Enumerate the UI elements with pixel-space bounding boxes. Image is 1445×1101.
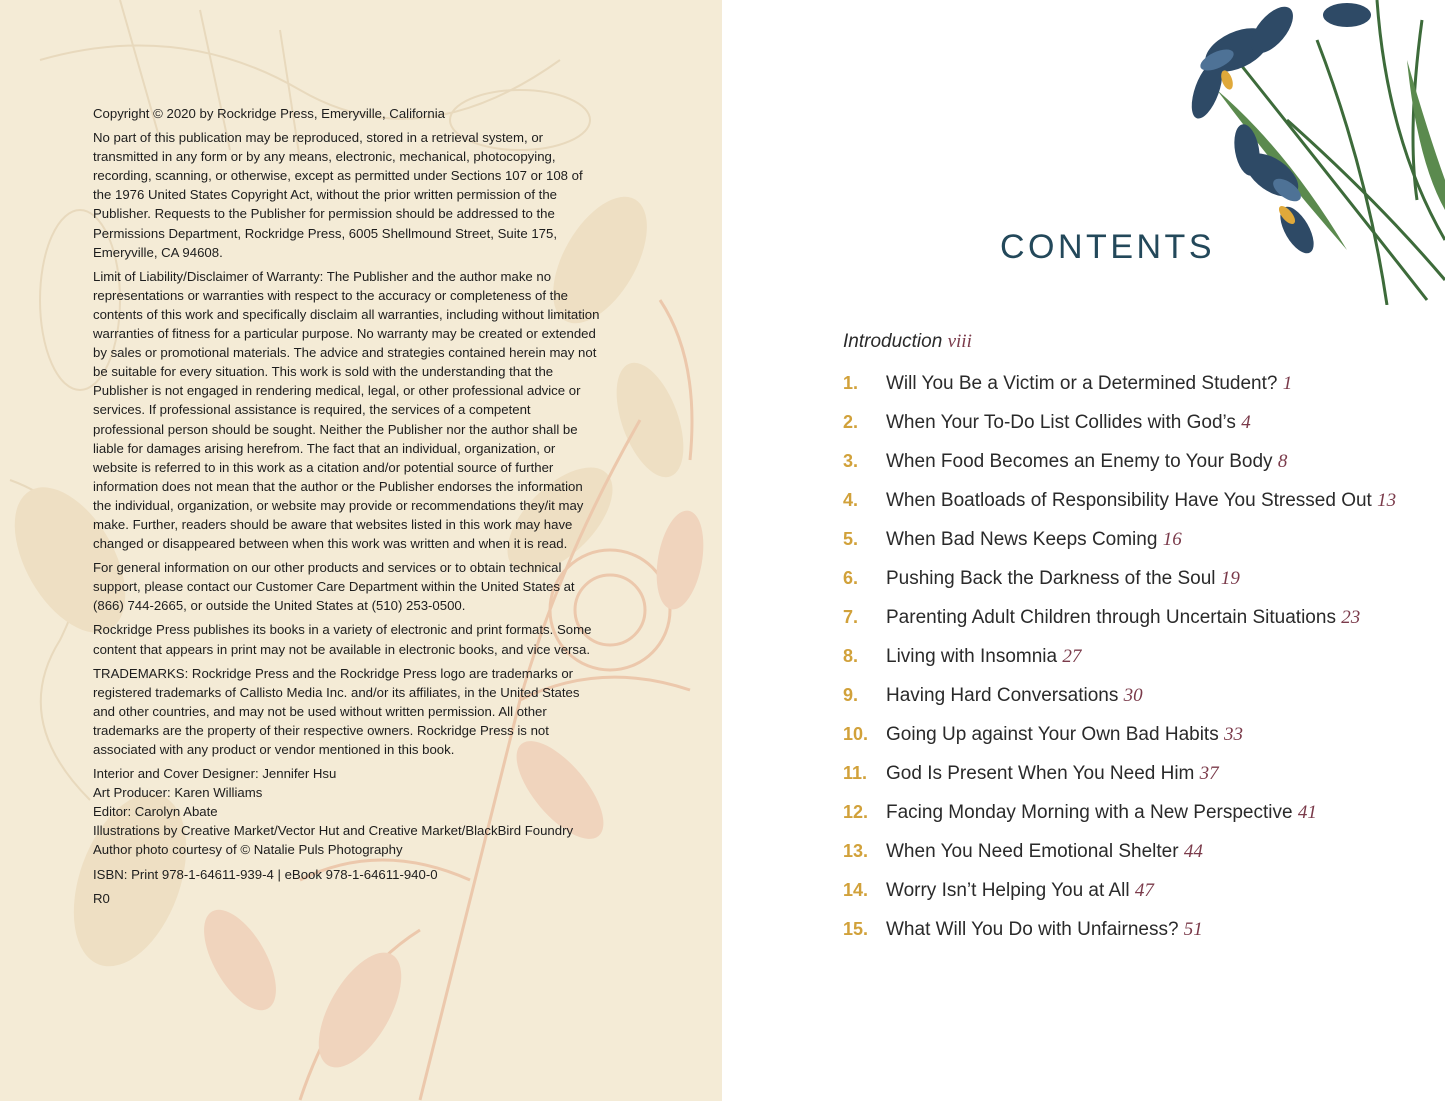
introduction-page-number: viii	[947, 331, 972, 352]
chapter-title: God Is Present When You Need Him	[886, 763, 1195, 784]
trademarks-notice: TRADEMARKS: Rockridge Press and the Rockridge Press logo are trademarks or registered trademarks of Callisto Media Inc. and/or its affiliates, in the United States and other countries, and may not be used without written permission. All other trademarks are the property of their respective owners. Rockridge Press is not associated with any product or vendor mentioned in this book.	[93, 665, 580, 757]
contents-heading: CONTENTS	[1000, 228, 1215, 266]
chapter-page-number: 44	[1183, 841, 1203, 862]
chapter-title: When Boatloads of Responsibility Have You Stressed Out	[886, 490, 1372, 511]
liability-disclaimer: Limit of Liability/Disclaimer of Warranty: The Publisher and the author make no representations or warranties with respect to the accuracy or completeness of the contents of this work and specifically disclaim all warranties, including without limitation warranties of fitness for a particular purpose. No warranty may be created or extended by sales or promotional materials. The advice and strategies contained herein may not be suitable for every situation. This work is sold with the understanding that the Publisher is not engaged in rendering medical, legal, or other professional advice or services. If professional assistance is required, the services of a competent professional person should be sought. Neither the Publisher nor the author shall be liable for damages arising herefrom. The fact that an individual, organization, or website is referred to in this work as a citation and/or potential source of further information does not mean that the author or the Publisher endorses the information the individual, organization, or website may provide or recommendations they/it may make. Further, readers should be aware that websites listed in this work may have changed or disappeared between when this work was written and when it is read.	[93, 268, 600, 552]
chapter-page-number: 13	[1377, 490, 1397, 511]
chapter-number: 9.	[843, 685, 859, 705]
chapter-title: What Will You Do with Unfairness?	[886, 919, 1179, 940]
chapter-number: 3.	[843, 451, 859, 471]
chapter-line	[886, 451, 1287, 472]
copyright-text-block	[93, 104, 603, 913]
toc-entry	[843, 760, 1423, 787]
toc-entry	[843, 565, 1423, 592]
chapter-page-number: 16	[1162, 529, 1182, 550]
toc-entry	[843, 838, 1423, 865]
chapter-title: When Food Becomes an Enemy to Your Body	[886, 451, 1273, 472]
chapter-line	[886, 685, 1143, 706]
chapter-line	[886, 529, 1182, 550]
credit-designer: Interior and Cover Designer: Jennifer Hsu	[93, 766, 337, 782]
chapter-number: 5.	[843, 529, 859, 549]
reproduction-notice: No part of this publication may be reproduced, stored in a retrieval system, or transmitted in any form or by any means, electronic, mechanical, photocopying, recording, scanning, or otherwise, except as permitted under Sections 107 or 108 of the 1976 United States Copyright Act, without the prior written permission of the Publisher. Requests to the Publisher for permission should be addressed to the Permissions Department, Rockridge Press, 6005 Shellmound Street, Suite 175, Emeryville, CA 94608.	[93, 130, 583, 260]
chapter-number: 8.	[843, 646, 859, 666]
copyright-line: Copyright © 2020 by Rockridge Press, Emeryville, California	[93, 106, 445, 121]
credit-author-photo: Author photo courtesy of © Natalie Puls Photography	[93, 842, 403, 858]
chapter-number: 4.	[843, 490, 859, 510]
toc-entry	[843, 799, 1423, 826]
chapter-page-number: 1	[1282, 373, 1293, 394]
chapter-title: Living with Insomnia	[886, 646, 1058, 667]
credit-editor: Editor: Carolyn Abate	[93, 804, 218, 820]
toc-entry	[843, 682, 1423, 709]
toc-entry	[843, 409, 1423, 436]
toc-entry	[843, 604, 1423, 631]
chapter-line	[886, 724, 1243, 745]
chapter-number: 7.	[843, 607, 859, 627]
chapter-page-number: 51	[1183, 919, 1203, 940]
introduction-entry	[843, 331, 972, 353]
copyright-page	[0, 0, 722, 1101]
chapter-number: 6.	[843, 568, 859, 588]
chapter-page-number: 41	[1297, 802, 1317, 823]
credits-list	[93, 764, 603, 859]
chapter-line	[886, 763, 1219, 784]
toc-entry	[843, 448, 1423, 475]
chapter-title: Will You Be a Victim or a Determined Student?	[886, 373, 1278, 394]
chapter-number: 10.	[843, 724, 869, 744]
chapter-page-number: 8	[1277, 451, 1288, 472]
chapter-title: Parenting Adult Children through Uncertain Situations	[886, 607, 1336, 628]
toc-entry	[843, 916, 1423, 943]
toc-entry	[843, 721, 1423, 748]
chapter-page-number: 37	[1199, 763, 1219, 784]
toc-entry	[843, 370, 1423, 397]
isbn-line: ISBN: Print 978-1-64611-939-4 | eBook 978-1-64611-940-0	[93, 866, 438, 882]
toc-entry	[843, 526, 1423, 553]
chapter-page-number: 27	[1062, 646, 1082, 667]
chapter-line	[886, 412, 1251, 433]
chapter-page-number: 33	[1224, 724, 1243, 745]
toc-entry	[843, 877, 1423, 904]
chapter-title: When Bad News Keeps Coming	[886, 529, 1158, 550]
chapter-title: Going Up against Your Own Bad Habits	[886, 724, 1219, 745]
chapter-number: 13.	[843, 841, 869, 861]
chapter-line	[886, 919, 1203, 940]
chapter-line	[886, 373, 1292, 394]
table-of-contents-list	[843, 370, 1423, 955]
chapter-line	[886, 841, 1203, 862]
chapter-page-number: 4	[1241, 412, 1251, 433]
contents-page	[722, 0, 1445, 1101]
introduction-label: Introduction	[843, 331, 943, 352]
credit-illustrations: Illustrations by Creative Market/Vector Hut and Creative Market/BlackBird Foundry	[93, 823, 574, 839]
iris-flower-illustration	[1177, 0, 1445, 305]
chapter-page-number: 19	[1220, 568, 1240, 589]
toc-entry	[843, 487, 1423, 514]
customer-care-info: For general information on our other products and services or to obtain technical support, please contact our Customer Care Department within the United States at (866) 744-2665, or outside the United States at (510) 253-0500.	[93, 560, 575, 614]
chapter-number: 1.	[843, 373, 859, 393]
chapter-number: 2.	[843, 412, 859, 432]
printing-code: R0	[93, 890, 110, 906]
chapter-title: Facing Monday Morning with a New Perspective	[886, 802, 1293, 823]
chapter-title: Worry Isn’t Helping You at All	[886, 880, 1130, 901]
chapter-number: 12.	[843, 802, 869, 822]
credit-art-producer: Art Producer: Karen Williams	[93, 785, 263, 801]
chapter-line	[886, 490, 1396, 511]
chapter-page-number: 47	[1134, 880, 1154, 901]
formats-notice: Rockridge Press publishes its books in a variety of electronic and print formats. Some content that appears in print may not be available in electronic books, and vice versa.	[93, 622, 592, 657]
chapter-title: Having Hard Conversations	[886, 685, 1119, 706]
toc-entry	[843, 643, 1423, 670]
chapter-number: 14.	[843, 880, 869, 900]
chapter-title: When You Need Emotional Shelter	[886, 841, 1179, 862]
chapter-line	[886, 880, 1154, 901]
chapter-line	[886, 568, 1240, 589]
chapter-title: When Your To-Do List Collides with God’s	[886, 412, 1236, 433]
chapter-line	[886, 646, 1081, 667]
chapter-line	[886, 802, 1317, 823]
chapter-page-number: 30	[1123, 685, 1143, 706]
chapter-line	[886, 607, 1360, 628]
chapter-number: 11.	[843, 763, 868, 783]
chapter-number: 15.	[843, 919, 869, 939]
chapter-title: Pushing Back the Darkness of the Soul	[886, 568, 1216, 589]
chapter-page-number: 23	[1341, 607, 1361, 628]
